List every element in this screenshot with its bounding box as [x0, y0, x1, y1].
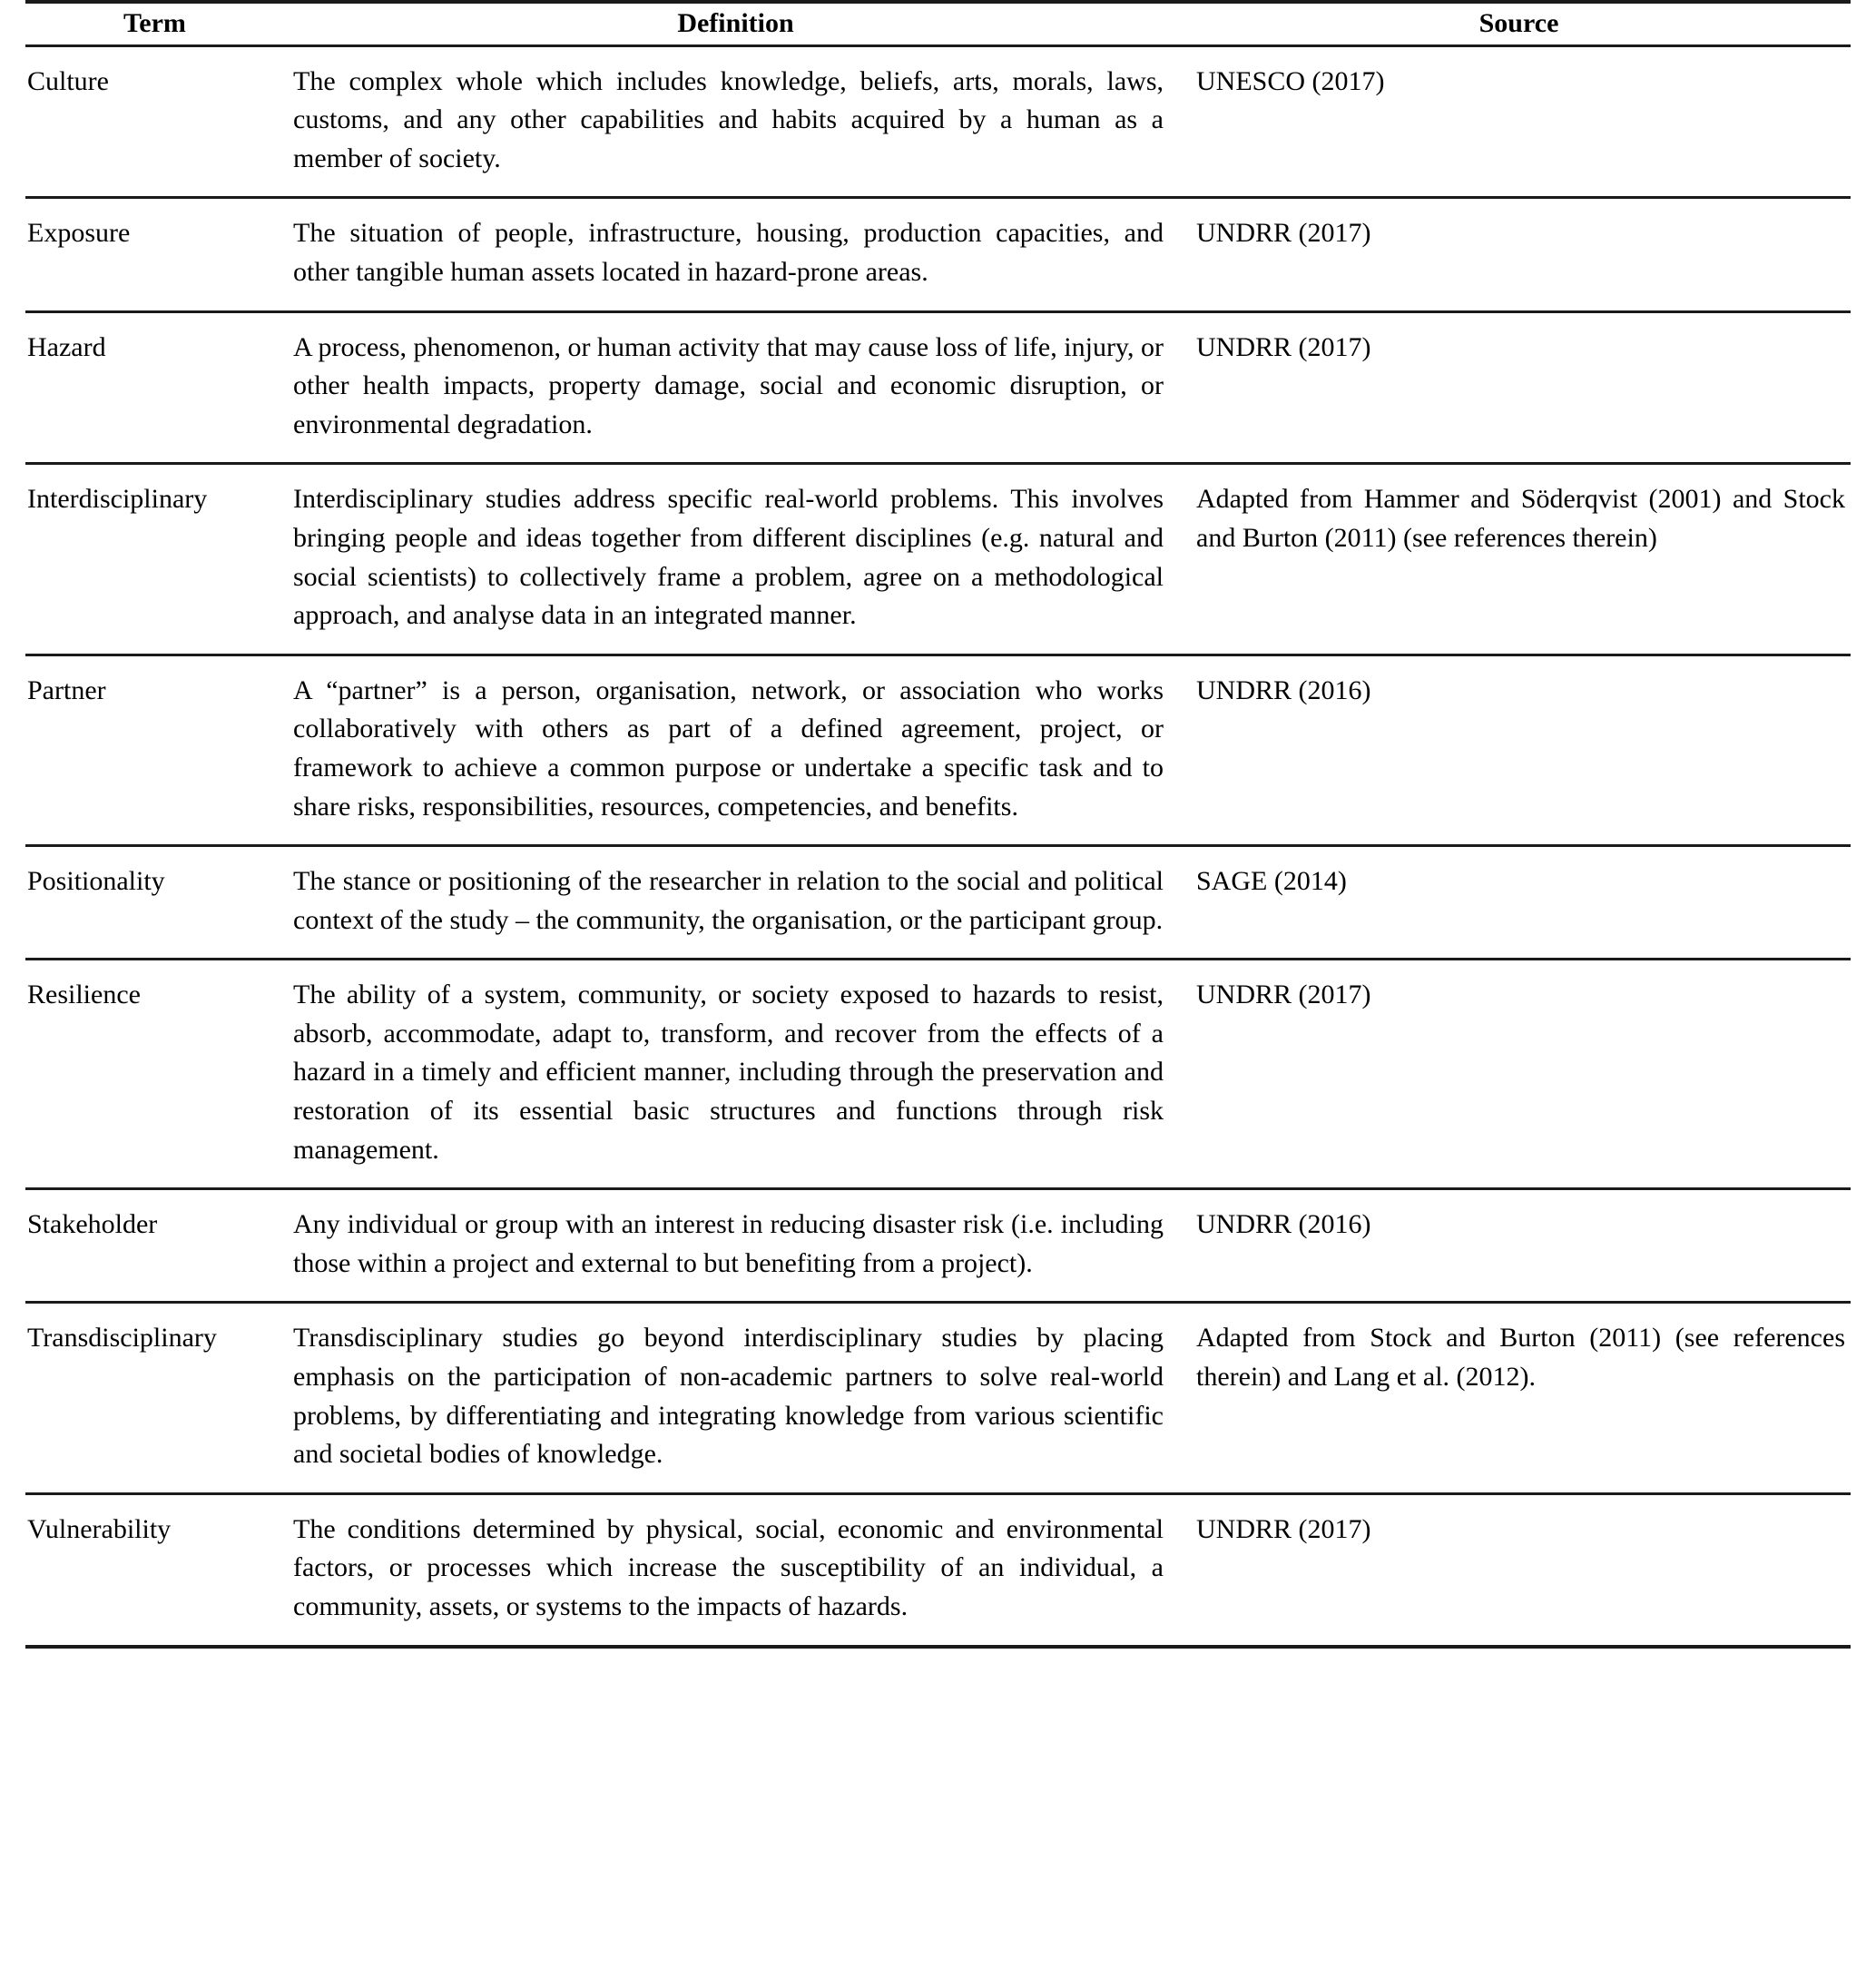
table-row — [25, 847, 1851, 960]
cell-definition: The situation of people, infrastructure, housing, production capacities, and other tangible human assets located in hazard-prone areas. — [293, 218, 1164, 287]
cell-term: Culture — [27, 65, 109, 96]
cell-term: Partner — [27, 674, 106, 705]
cell-source: Adapted from Hammer and Söderqvist (2001) and Stock and Burton (2011) (see references therein) — [1196, 484, 1845, 553]
cell-term: Resilience — [27, 980, 141, 1010]
cell-definition: Interdisciplinary studies address specific real-world problems. This involves bringing people and ideas together from different disciplines (e.g. natural and social scientists) to collectively frame a problem, agree on a methodological approach, and analyse data in an integrated manner. — [293, 484, 1164, 631]
table-row — [25, 47, 1851, 198]
table-bottom-rule-line — [25, 1647, 1851, 1649]
cell-definition: A “partner” is a person, organisation, network, or association who works collaboratively with others as part of a defined agreement, project, or framework to achieve a common purpose or undertake a specific task and to share risks, responsibilities, resources, competencies, and benefits. — [293, 674, 1164, 822]
cell-definition: The ability of a system, community, or society exposed to hazards to resist, absorb, accommodate, adapt to, transform, and recover from the effects of a hazard in a timely and efficient manner, including through the preservation and restoration of its essential basic structures and functions through risk management. — [293, 980, 1164, 1165]
cell-source: Adapted from Stock and Burton (2011) (see references therein) and Lang et al. (2012). — [1196, 1323, 1845, 1393]
cell-definition: The stance or positioning of the researcher in relation to the social and political context of the study – the community, the organisation, or the participant group. — [293, 866, 1164, 935]
cell-term: Interdisciplinary — [27, 484, 208, 515]
column-header-definition: Definition — [677, 8, 794, 38]
cell-definition: Any individual or group with an interest in reducing disaster risk (i.e. including those within a project and external to but benefiting from a project). — [293, 1209, 1164, 1278]
table-body — [25, 2, 1851, 1649]
table-header-row — [25, 4, 1851, 45]
cell-definition: A process, phenomenon, or human activity that may cause loss of life, injury, or other health impacts, property damage, social and economic disruption, or environmental degradation. — [293, 331, 1164, 439]
table-row — [25, 1495, 1851, 1647]
cell-definition: The complex whole which includes knowledge, beliefs, arts, morals, laws, customs, and any other capabilities and habits acquired by a human as a member of society. — [293, 65, 1164, 173]
cell-source: SAGE (2014) — [1196, 866, 1347, 897]
cell-term: Exposure — [27, 218, 131, 249]
cell-source: UNDRR (2017) — [1196, 1513, 1371, 1544]
cell-term: Positionality — [27, 866, 165, 897]
column-header-term: Term — [123, 8, 186, 38]
table-row — [25, 1190, 1851, 1303]
cell-term: Stakeholder — [27, 1209, 158, 1240]
cell-source: UNDRR (2016) — [1196, 1209, 1371, 1240]
table-row — [25, 656, 1851, 846]
table-row — [25, 313, 1851, 464]
cell-term: Transdisciplinary — [27, 1323, 217, 1354]
cell-source: UNDRR (2017) — [1196, 980, 1371, 1010]
column-header-source: Source — [1478, 8, 1559, 38]
cell-source: UNESCO (2017) — [1196, 65, 1385, 96]
table-row — [25, 960, 1851, 1188]
cell-term: Hazard — [27, 331, 106, 362]
cell-source: UNDRR (2017) — [1196, 331, 1371, 362]
cell-source: UNDRR (2017) — [1196, 218, 1371, 249]
table-row — [25, 1304, 1851, 1493]
cell-source: UNDRR (2016) — [1196, 674, 1371, 705]
table-row — [25, 465, 1851, 655]
cell-definition: The conditions determined by physical, social, economic and environmental factors, or processes which increase the susceptibility of an individual, a community, assets, or systems to the impacts of hazards. — [293, 1513, 1164, 1621]
table-row — [25, 199, 1851, 311]
terms-definitions-table — [25, 0, 1851, 1649]
cell-definition: Transdisciplinary studies go beyond interdisciplinary studies by placing emphasis on the participation of non-academic partners to solve real-world problems, by differentiating and integrating knowledge from various scientific and societal bodies of knowledge. — [293, 1323, 1164, 1470]
cell-term: Vulnerability — [27, 1513, 172, 1544]
table-bottom-rule — [25, 1647, 1851, 1649]
